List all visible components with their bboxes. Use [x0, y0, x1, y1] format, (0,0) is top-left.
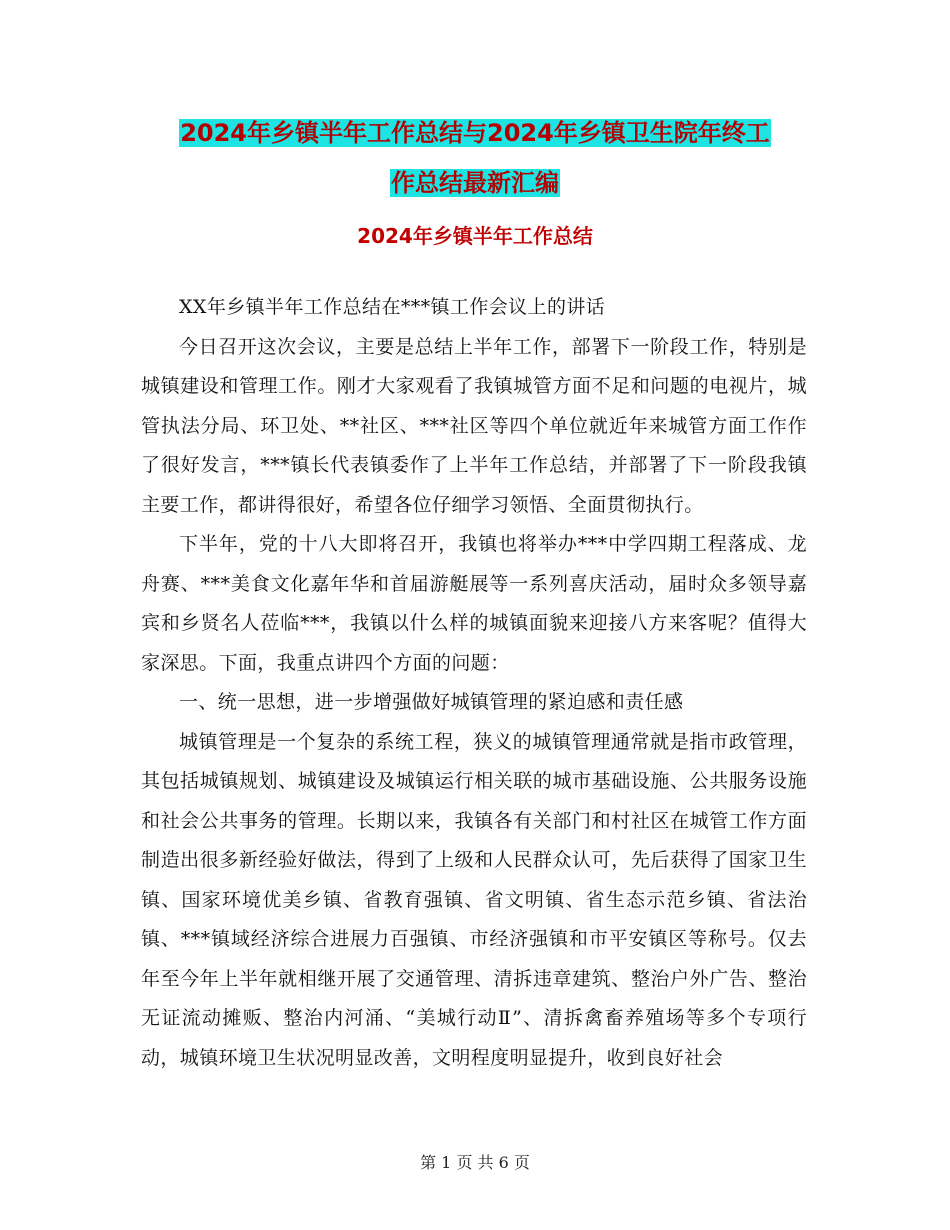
title-line-1: 2024年乡镇半年工作总结与2024年乡镇卫生院年终工 — [180, 119, 770, 147]
section-title: 2024年乡镇半年工作总结 — [357, 224, 593, 248]
document-body — [141, 288, 807, 1078]
page-footer: 第 1 页 共 6 页 — [420, 1153, 530, 1172]
title-line-2: 作总结最新汇编 — [391, 169, 559, 197]
document-title — [140, 108, 810, 208]
paragraph: XX年乡镇半年工作总结在***镇工作会议上的讲话 — [179, 296, 606, 318]
paragraph: 今日召开这次会议，主要是总结上半年工作，部署下一阶段工作，特别是城镇建设和管理工作。刚才大家观看了我镇城管方面不足和问题的电视片，城管执法分局、环卫处、**社区、***社区等四个单位就近年来城管方面工作作了很好发言，***镇长代表镇委作了上半年工作总结，并部署了下一阶段我镇主要工作，都讲得很好，希望各位仔细学习领悟、全面贯彻执行。 — [141, 335, 807, 516]
paragraph: 一、统一思想，进一步增强做好城镇管理的紧迫感和责任感 — [179, 691, 684, 713]
paragraph: 下半年，党的十八大即将召开，我镇也将举办***中学四期工程落成、龙舟赛、***美食文化嘉年华和首届游艇展等一系列喜庆活动，届时众多领导嘉宾和乡贤名人莅临***，我镇以什么样的城镇面貌来迎接八方来客呢？值得大家深思。下面，我重点讲四个方面的问题： — [141, 533, 807, 674]
paragraph: 城镇管理是一个复杂的系统工程，狭义的城镇管理通常就是指市政管理，其包括城镇规划、城镇建设及城镇运行相关联的城市基础设施、公共服务设施和社会公共事务的管理。长期以来，我镇各有关部门和村社区在城管工作方面制造出很多新经验好做法，得到了上级和人民群众认可，先后获得了国家卫生镇、国家环境优美乡镇、省教育强镇、省文明镇、省生态示范乡镇、省法治镇、***镇域经济综合进展力百强镇、市经济强镇和市平安镇区等称号。仅去年至今年上半年就相继开展了交通管理、清拆违章建筑、整治户外广告、整治无证流动摊贩、整治内河涌、“美城行动Ⅱ”、清拆禽畜养殖场等多个专项行动，城镇环境卫生状况明显改善，文明程度明显提升，收到良好社会 — [141, 730, 807, 1069]
